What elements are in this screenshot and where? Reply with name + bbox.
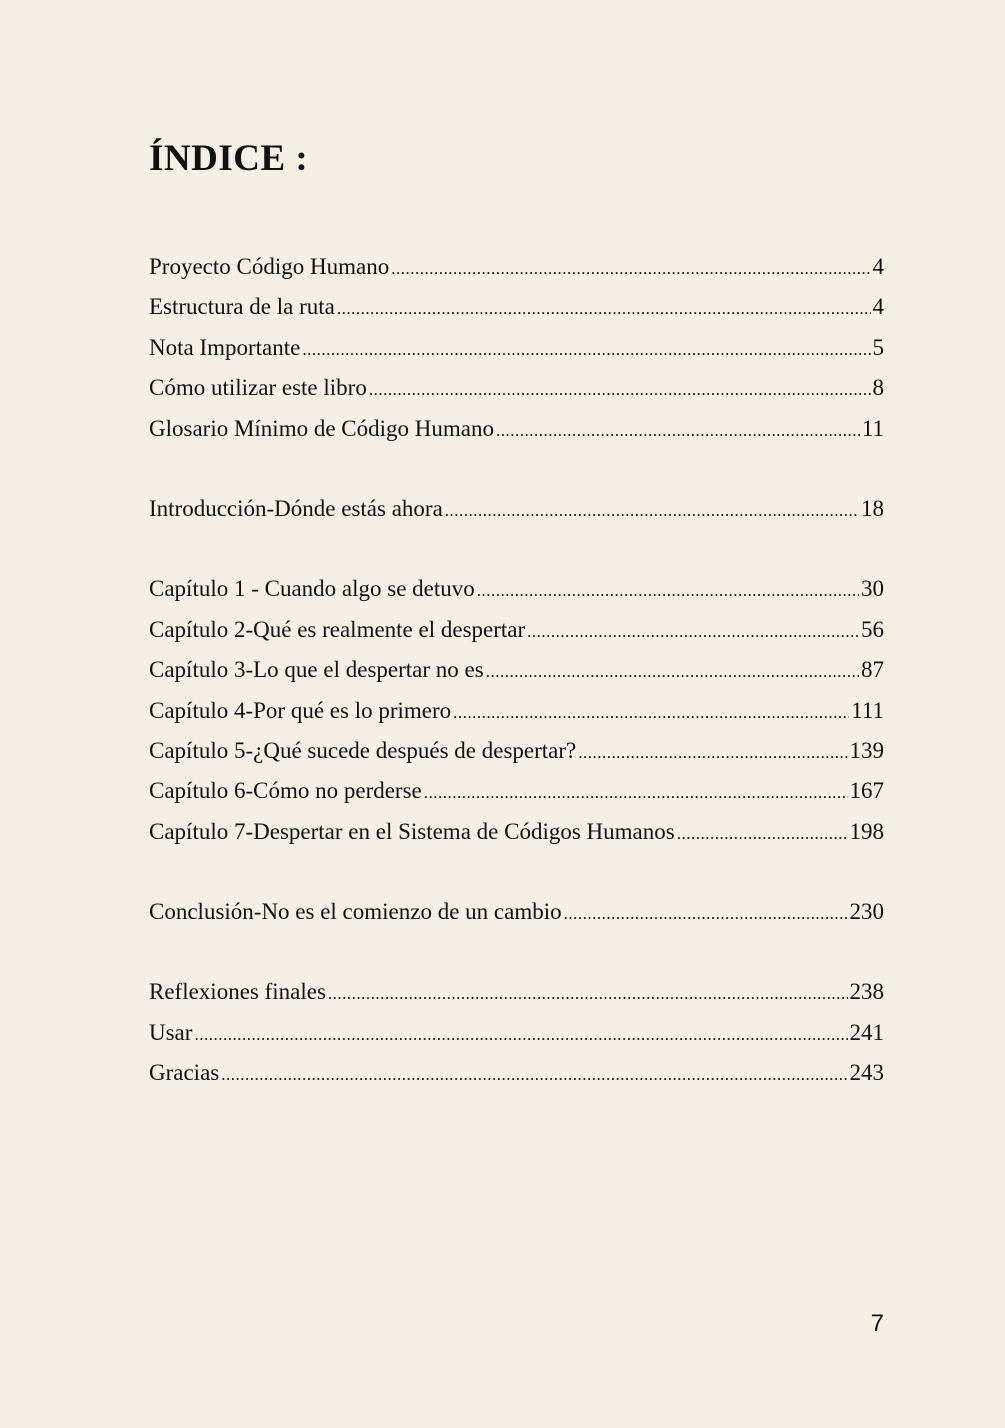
toc-group [149,247,884,449]
toc-entry-page: 11 [861,415,884,441]
toc-entry-title: Gracias [149,1060,220,1086]
page-title: ÍNDICE : [149,138,309,179]
dot-leader [194,1015,847,1055]
toc-entry-title: Reflexiones finales [149,979,326,1005]
toc-entry-title: Estructura de la ruta [149,294,335,320]
toc-entry-page: 5 [872,334,884,360]
toc-entry-page: 167 [849,778,884,804]
dot-leader [424,773,848,813]
dot-leader [477,571,859,611]
toc-entry-title: Usar [149,1019,193,1045]
toc-entry-page: 238 [849,979,884,1005]
toc-entry [149,691,884,731]
dot-leader [453,693,849,733]
toc-entry-page: 87 [861,657,884,683]
toc-entry-title: Capítulo 3-Lo que el despertar no es [149,657,484,683]
toc-entry [149,972,884,1012]
dot-leader [302,330,870,370]
toc-entry-title: Proyecto Código Humano [149,254,390,279]
toc-entry-title: Nota Importante [149,334,301,360]
toc-entry-page: 111 [851,697,884,723]
toc-entry [149,1013,884,1053]
toc-entry-page: 198 [849,818,884,844]
toc-entry [149,247,884,287]
toc-entry [149,328,884,368]
toc-group [149,569,884,852]
dot-leader [328,974,848,1014]
dot-leader [564,894,848,934]
toc-entry-title: Capítulo 6-Cómo no perderse [149,778,422,804]
dot-leader [578,733,847,773]
toc-entry [149,610,884,650]
toc-entry [149,287,884,327]
toc-entry-page: 243 [849,1060,884,1086]
toc-entry-page: 230 [849,899,884,925]
toc-entry-page: 30 [861,576,884,602]
table-of-contents [149,247,884,1094]
toc-entry [149,650,884,690]
toc-entry-page: 56 [861,616,884,642]
dot-leader [221,1055,847,1095]
toc-entry-page: 4 [872,254,884,279]
toc-entry-page: 8 [872,375,884,401]
dot-leader [527,612,859,652]
toc-entry [149,1053,884,1093]
toc-entry-page: 139 [849,737,884,763]
toc-entry [149,892,884,932]
toc-entry [149,409,884,449]
page-number: 7 [870,1310,884,1337]
dot-leader [391,249,870,289]
toc-entry-title: Cómo utilizar este libro [149,375,367,401]
dot-leader [486,652,859,692]
toc-entry-title: Capítulo 4-Por qué es lo primero [149,697,452,723]
toc-entry [149,771,884,811]
toc-entry-page: 4 [872,294,884,320]
toc-entry [149,489,884,529]
dot-leader [445,491,859,531]
toc-entry-title: Introducción-Dónde estás ahora [149,495,443,521]
toc-entry [149,569,884,609]
toc-entry-title: Conclusión-No es el comienzo de un cambio [149,899,562,925]
toc-entry-page: 18 [861,495,884,521]
toc-entry [149,812,884,852]
dot-leader [496,411,860,451]
toc-entry-title: Glosario Mínimo de Código Humano [149,415,494,441]
toc-group [149,892,884,932]
toc-group [149,972,884,1093]
toc-entry-title: Capítulo 7-Despertar en el Sistema de Códigos Humanos [149,818,675,844]
dot-leader [677,814,848,854]
toc-entry-page: 241 [849,1019,884,1045]
toc-entry-title: Capítulo 5-¿Qué sucede después de despertar? [149,737,577,763]
toc-group [149,489,884,529]
dot-leader [369,370,871,410]
toc-entry [149,731,884,771]
dot-leader [337,289,871,329]
toc-entry [149,368,884,408]
toc-entry-title: Capítulo 1 - Cuando algo se detuvo [149,576,475,602]
toc-entry-title: Capítulo 2-Qué es realmente el despertar [149,616,526,642]
